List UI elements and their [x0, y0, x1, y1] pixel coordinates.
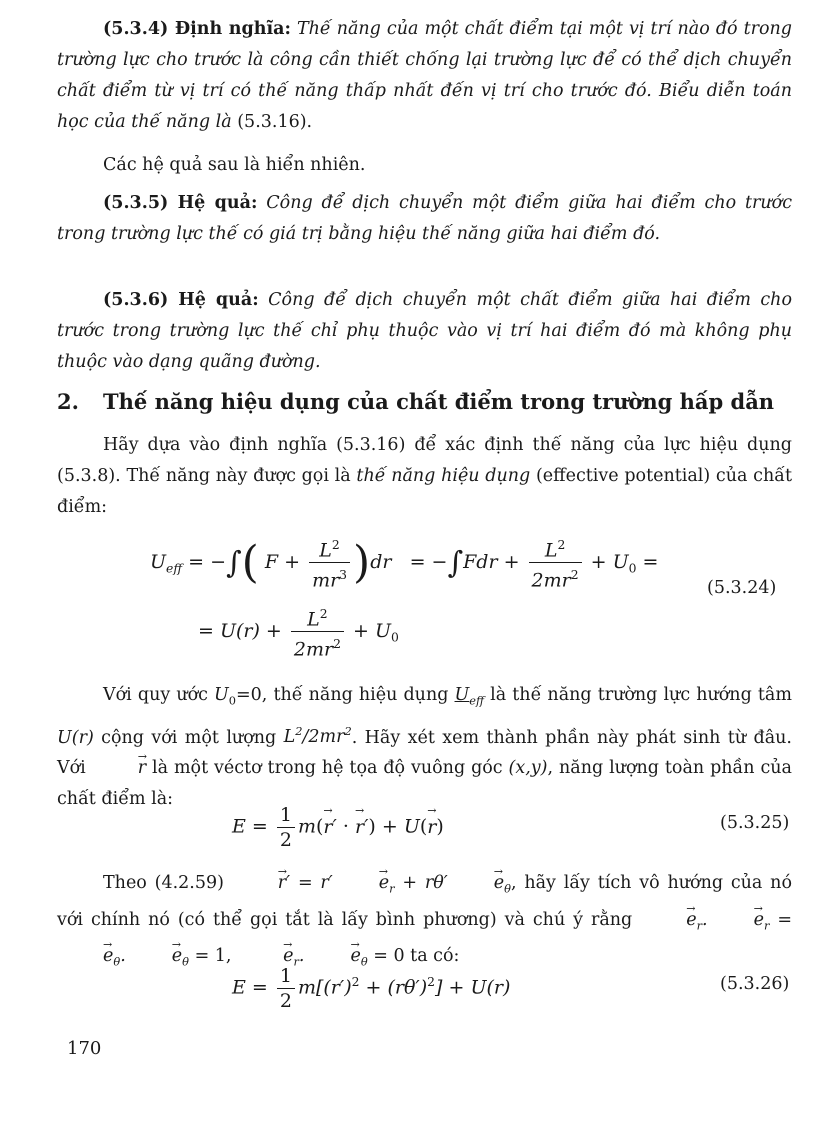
intro-term: thế năng hiệu dụng: [356, 466, 531, 486]
eq-ueff: U: [150, 550, 167, 573]
eq25-E: E: [232, 815, 246, 838]
eq-F: F: [264, 550, 279, 573]
equation-5325: E = $\frac{1}{2}$ m(→ r′ · → r′) + U(→ r): [232, 803, 444, 852]
corollary-536-body: Công để dịch chuyển một chất điểm giữa hai điểm cho trước trong trường lực thế chỉ phụ thuộc vào vị trí hai điểm đó mà không phụ thuộc vào dạng quãng đường.: [57, 290, 792, 372]
frac-l2-mr3: $\frac{L^2}{mr^3}$: [309, 533, 350, 593]
eq-Fdr: Fdr: [463, 550, 498, 573]
eq25-half-den: 2: [279, 829, 292, 851]
intro-paragraph: [57, 430, 792, 523]
theo-t1: Theo (4.2.59): [103, 873, 224, 893]
integral-sign: ∫: [226, 545, 242, 581]
frac-num-L: L: [319, 539, 332, 562]
section-number: 2.: [57, 389, 79, 414]
corollary-535-body: Công để dịch chuyển một điểm giữa hai điểm cho trước trong trường lực thế có giá trị bằng hiệu thế năng giữa hai điểm đó.: [57, 193, 792, 244]
theo-t2: , hãy lấy tích vô hướng của nó với chính nó (có thể gọi tắt là lấy bình phương) và chú ý rằng: [57, 873, 792, 930]
theo-t3: = 1,: [194, 946, 232, 966]
definition-534-label: (5.3.4) Định nghĩa:: [103, 19, 291, 39]
frac2-num-L: L: [544, 539, 558, 562]
eq25-m: m: [297, 815, 316, 838]
eq-U0-line2: U: [374, 619, 391, 642]
conv-xy: (x,y): [508, 758, 548, 779]
eq-dr: dr: [370, 550, 392, 573]
frac-den-mr: mr: [312, 569, 340, 592]
eq-Ur: U(r): [219, 619, 260, 642]
intro-text-2: (effective potential) của chất điểm:: [57, 466, 792, 517]
eq25-half-num: 1: [277, 803, 295, 828]
equation-5324-line1: $U_{eff}$ = −∫( F + $\frac{L^2}{mr^3}$ )dr = −∫Fdr + $\frac{L^2}{2mr^2}$ + $U_0$ =: [150, 533, 658, 593]
theo-t4: = 0 ta có:: [373, 946, 460, 966]
eq-U0-sub: 0: [628, 561, 637, 576]
conv-t1: Với quy ước: [103, 685, 208, 705]
corollary-536-label: (5.3.6) Hệ quả:: [103, 290, 259, 310]
conv-Ur: U(r): [57, 727, 94, 748]
equation-5326: E = $\frac{1}{2}$ $m[(r')^2 + (r\theta')^2] + U(r)$: [232, 965, 511, 1012]
conv-t5: . Hãy xét xem thành phần này phát sinh từ đâu. Với: [57, 727, 792, 779]
corollary-536: [57, 285, 792, 378]
eq26-half-num: 1: [277, 964, 295, 989]
section-title: Thế năng hiệu dụng của chất điểm trong trường hấp dẫn: [103, 389, 775, 414]
eq-U0-sub-line2: 0: [390, 630, 399, 645]
eq25-U: U: [403, 815, 420, 838]
definition-534-body: Thế năng của một chất điểm tại một vị trí nào đó trong trường lực cho trước là công cần thiết chống lại trường lực để có thể dịch chuyển chất điểm từ vị trí có thế năng thấp nhất đến vị trí cho trước đó. Biểu diễn toán học của thế năng là: [57, 19, 792, 132]
eq-U0: U: [612, 550, 629, 573]
conv-t4: cộng với một lượng: [101, 727, 277, 748]
frac-l2-2mr2-line2: $\frac{L^2}{2mr^2}$: [291, 602, 344, 662]
definition-534: [57, 14, 792, 138]
conv-t3: là thế năng trường lực hướng tâm: [490, 685, 792, 705]
definition-534-ref: (5.3.16).: [237, 112, 313, 132]
frac2-den: 2mr: [531, 569, 571, 592]
eq26-half: [277, 964, 295, 1013]
eq-ueff-sub: eff: [166, 561, 183, 576]
eq26-Ur: U(r): [470, 976, 511, 999]
conv-t7: , năng lượng toàn phần của chất điểm là:: [57, 758, 792, 810]
frac3-den: 2mr: [293, 638, 334, 661]
page-number: 170: [67, 1038, 102, 1059]
consequence-intro: Các hệ quả sau là hiển nhiên.: [103, 155, 366, 175]
eq26-E: E: [232, 976, 246, 999]
intro-text-1: Hãy dựa vào định nghĩa (5.3.16) để xác định thế năng của lực hiệu dụng (5.3.8). Thế năng này được gọi là: [57, 435, 792, 486]
conv-t2: =0, thế năng hiệu dụng: [236, 685, 449, 705]
frac3-num-L: L: [307, 608, 320, 631]
equation-5325-number: (5.3.25): [720, 813, 790, 833]
convention-paragraph: Với quy ước $U_0=0$, thế năng hiệu dụng $U_{eff}$ là thế năng trường lực hướng tâm U(r) cộng với một lượng $L^2/2mr^2$. Hãy xét xem thành phần này phát sinh từ đâu. Với → r là một véctơ trong hệ tọa độ vuông góc (x,y), năng lượng toàn phần của chất điểm là:: [57, 680, 792, 815]
section-heading: [57, 387, 792, 417]
equation-5324-line2: = U(r) + $\frac{L^2}{2mr^2}$ + $U_0$: [198, 602, 399, 662]
corollary-535-label: (5.3.5) Hệ quả:: [103, 193, 258, 213]
equation-5326-number: (5.3.26): [720, 974, 790, 994]
frac-l2-2mr2: $\frac{L^2}{2mr^2}$: [529, 533, 582, 593]
theo-paragraph: Theo $(4.2.59) \to r' = r'\to e_r + r\theta'\to e_\theta$, hãy lấy tích vô hướng của nó với chính nó (có thể gọi tắt là lấy bình phương) và chú ý rằng → $e_r.\to e_r$ = → $e_\theta.\to e_\theta = 1$, → $e_r.\to e_\theta = 0$ ta có:: [57, 868, 792, 978]
corollary-535: [57, 188, 792, 250]
equation-5324-number: (5.3.24): [707, 578, 777, 598]
eq26-half-den: 2: [279, 990, 292, 1012]
conv-t6: là một véctơ trong hệ tọa độ vuông góc: [152, 758, 503, 779]
eq25-half: [277, 803, 295, 852]
